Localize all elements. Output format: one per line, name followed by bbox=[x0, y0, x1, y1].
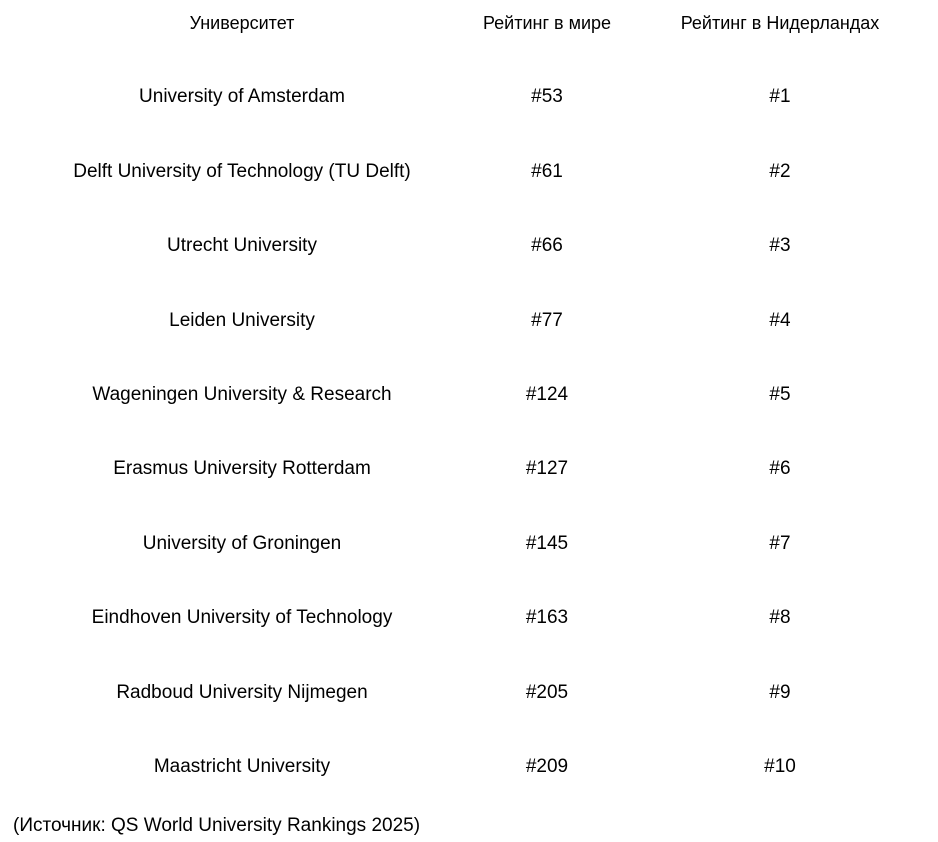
table-header-row bbox=[0, 8, 938, 38]
university-name: Radboud University Nijmegen bbox=[116, 682, 368, 703]
university-name: Utrecht University bbox=[167, 235, 317, 256]
world-rank: #209 bbox=[525, 756, 569, 777]
netherlands-rank: #1 bbox=[769, 86, 791, 107]
world-rank: #205 bbox=[525, 682, 569, 703]
netherlands-rank: #3 bbox=[769, 235, 791, 256]
university-name: Leiden University bbox=[169, 310, 315, 331]
university-name: University of Groningen bbox=[142, 533, 342, 554]
netherlands-rank: #8 bbox=[769, 607, 791, 628]
world-rank: #127 bbox=[525, 458, 569, 479]
header-netherlands-rank: Рейтинг в Нидерландах bbox=[680, 13, 880, 33]
header-world-rank: Рейтинг в мире bbox=[482, 13, 612, 33]
table-row bbox=[0, 306, 938, 336]
world-rank: #124 bbox=[525, 384, 569, 405]
table-row bbox=[0, 454, 938, 484]
university-name: Erasmus University Rotterdam bbox=[113, 458, 371, 479]
netherlands-rank: #2 bbox=[769, 161, 791, 182]
header-university: Университет bbox=[189, 13, 295, 33]
world-rank: #66 bbox=[531, 235, 563, 256]
table-row bbox=[0, 603, 938, 633]
table-row bbox=[0, 529, 938, 559]
university-name: Wageningen University & Research bbox=[92, 384, 392, 405]
university-name: Eindhoven University of Technology bbox=[91, 607, 393, 628]
university-name: University of Amsterdam bbox=[139, 86, 345, 107]
netherlands-rank: #10 bbox=[764, 756, 796, 777]
table-row bbox=[0, 82, 938, 112]
table-row bbox=[0, 231, 938, 261]
world-rank: #163 bbox=[525, 607, 569, 628]
source-note: (Источник: QS World University Rankings 2025) bbox=[13, 815, 421, 836]
university-name: Delft University of Technology (TU Delft) bbox=[73, 161, 411, 182]
world-rank: #145 bbox=[525, 533, 569, 554]
table-row bbox=[0, 380, 938, 410]
netherlands-rank: #5 bbox=[769, 384, 791, 405]
world-rank: #53 bbox=[531, 86, 563, 107]
university-name: Maastricht University bbox=[153, 756, 331, 777]
world-rank: #61 bbox=[531, 161, 563, 182]
netherlands-rank: #6 bbox=[769, 458, 791, 479]
world-rank: #77 bbox=[531, 310, 563, 331]
table-row bbox=[0, 157, 938, 187]
netherlands-rank: #7 bbox=[769, 533, 791, 554]
table-row bbox=[0, 678, 938, 708]
table-row bbox=[0, 752, 938, 782]
netherlands-rank: #4 bbox=[769, 310, 791, 331]
netherlands-rank: #9 bbox=[769, 682, 791, 703]
